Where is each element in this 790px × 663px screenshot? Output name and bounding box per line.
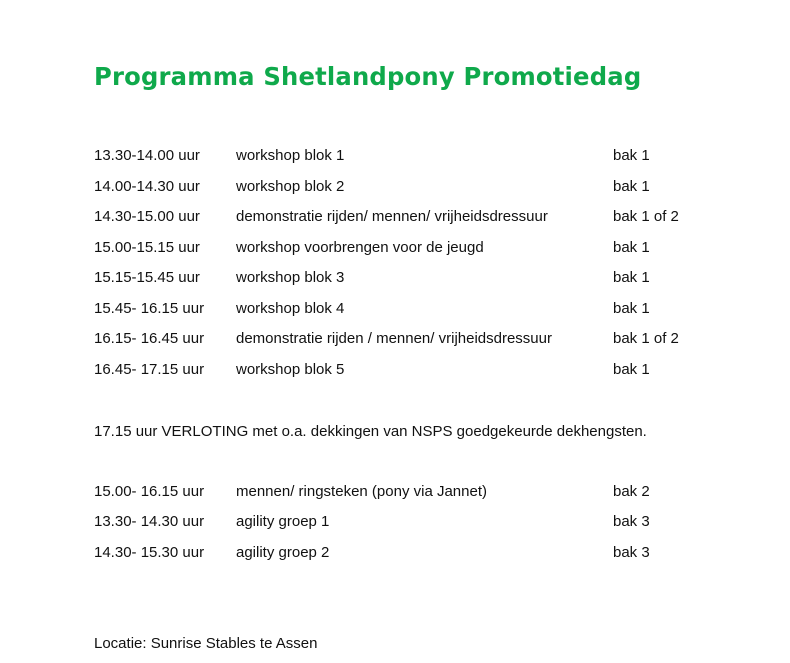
- schedule-row: [0, 543, 790, 563]
- time-slot: 15.00-15.15 uur: [94, 239, 200, 256]
- schedule-row: [0, 146, 790, 166]
- arena: bak 1: [613, 147, 650, 164]
- activity: workshop blok 4: [236, 300, 345, 317]
- activity: workshop blok 5: [236, 361, 345, 378]
- page-title: Programma Shetlandpony Promotiedag: [94, 62, 642, 91]
- activity: agility groep 2: [236, 544, 330, 561]
- schedule-row: [0, 238, 790, 258]
- time-slot: 13.30- 14.30 uur: [94, 513, 205, 530]
- activity: workshop blok 3: [236, 269, 345, 286]
- time-slot: 13.30-14.00 uur: [94, 147, 200, 164]
- time-slot: 14.00-14.30 uur: [94, 178, 200, 195]
- arena: bak 3: [613, 544, 650, 561]
- time-slot: 14.30-15.00 uur: [94, 208, 200, 225]
- location-note: Locatie: Sunrise Stables te Assen: [94, 635, 318, 652]
- schedule-row: [0, 329, 790, 349]
- arena: bak 1: [613, 300, 650, 317]
- arena: bak 1: [613, 269, 650, 286]
- time-slot: 16.45- 17.15 uur: [94, 361, 205, 378]
- arena: bak 3: [613, 513, 650, 530]
- time-slot: 16.15- 16.45 uur: [94, 330, 205, 347]
- schedule-row: [0, 512, 790, 532]
- time-slot: 15.15-15.45 uur: [94, 269, 200, 286]
- activity: workshop voorbrengen voor de jeugd: [236, 239, 484, 256]
- activity: workshop blok 2: [236, 178, 345, 195]
- time-slot: 14.30- 15.30 uur: [94, 544, 205, 561]
- arena: bak 1: [613, 239, 650, 256]
- schedule-row: [0, 482, 790, 502]
- activity: workshop blok 1: [236, 147, 345, 164]
- activity: mennen/ ringsteken (pony via Jannet): [236, 483, 487, 500]
- activity: demonstratie rijden / mennen/ vrijheidsdressuur: [236, 330, 552, 347]
- arena: bak 1: [613, 361, 650, 378]
- time-slot: 15.00- 16.15 uur: [94, 483, 205, 500]
- schedule-row: [0, 360, 790, 380]
- schedule-row: [0, 268, 790, 288]
- schedule-row: [0, 207, 790, 227]
- arena: bak 1 of 2: [613, 208, 679, 225]
- activity: agility groep 1: [236, 513, 330, 530]
- schedule-row: [0, 299, 790, 319]
- time-slot: 15.45- 16.15 uur: [94, 300, 205, 317]
- lottery-note: 17.15 uur VERLOTING met o.a. dekkingen van NSPS goedgekeurde dekhengsten.: [94, 423, 647, 440]
- arena: bak 1 of 2: [613, 330, 679, 347]
- activity: demonstratie rijden/ mennen/ vrijheidsdressuur: [236, 208, 548, 225]
- schedule-row: [0, 177, 790, 197]
- arena: bak 2: [613, 483, 650, 500]
- arena: bak 1: [613, 178, 650, 195]
